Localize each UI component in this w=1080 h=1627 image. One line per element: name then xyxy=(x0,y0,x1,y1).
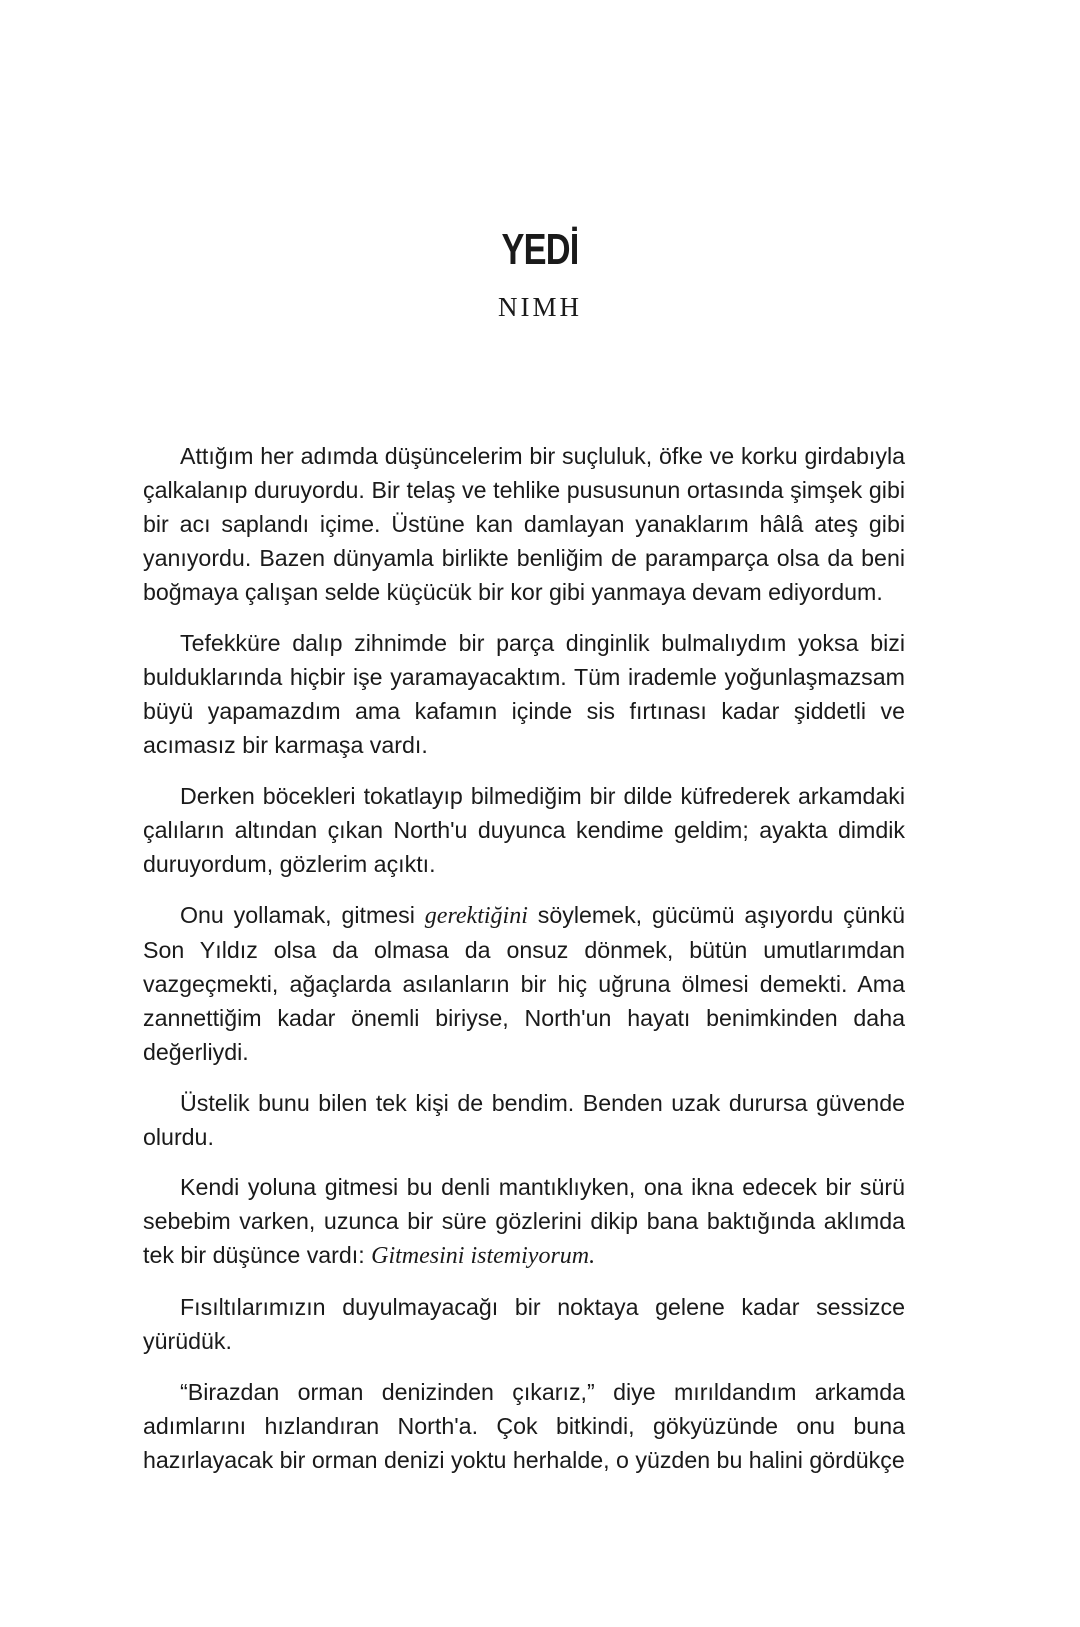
paragraph-1: Attığım her adımda düşüncelerim bir suçluluk, öfke ve korku girdabıyla çalkalanıp duruyordu. Bir telaş ve tehlike pususunun ortasında şimşek gibi bir acı saplandı içime. Üstüne kan damlayan yanaklarım hâlâ ateş gibi yanıyordu. Bazen dünyamla birlikte benliğim de paramparça olsa da beni boğmaya çalışan selde küçücük bir kor gibi yanmaya devam ediyordum. xyxy=(143,443,905,606)
paragraph-4-before: Onu yollamak, gitmesi xyxy=(180,901,425,928)
paragraph-4 xyxy=(143,898,905,1069)
emphasis-gerektigini: gerektiğini xyxy=(424,902,528,929)
paragraph-8: “Birazdan orman denizinden çıkarız,” diye mırıldandım arkamda adımlarını hızlandıran North'a. Çok bitkindi, gökyüzünde onu buna hazırlayacak bir orman denizi yoktu herhalde, o yüzden bu halini gördükçe xyxy=(143,1378,905,1473)
paragraph-6 xyxy=(143,1170,905,1273)
paragraph-3: Derken böcekleri tokatlayıp bilmediğim bir dilde küfrederek arkamdaki çalıların altından çıkan North'u duyunca kendime geldim; ayakta dimdik duruyordum, gözlerim açıktı. xyxy=(143,782,905,878)
paragraph-5: Üstelik bunu bilen tek kişi de bendim. Benden uzak durursa güvende olurdu. xyxy=(143,1089,905,1150)
paragraph-6-before: Kendi yoluna gitmesi bu denli mantıklıyken, ona ikna edecek bir sürü sebebim varken, uzunca bir süre gözlerini dikip bana baktığında aklımda tek bir düşünce vardı: xyxy=(143,1174,905,1269)
emphasis-gitmesini-istemiyorum: Gitmesini istemiyorum. xyxy=(371,1243,596,1270)
chapter-title: YEDİ xyxy=(501,225,579,274)
paragraph-7: Fısıltılarımızın duyulmayacağı bir noktaya gelene kadar sessizce yürüdük. xyxy=(143,1294,905,1355)
paragraph-2: Tefekküre dalıp zihnimde bir parça dinginlik bulmalıydım yoksa bizi bulduklarında hiçbir işe yaramayacaktım. Tüm irademle yoğunlaşmazsam büyü yapamazdım ama kafamın içinde sis fırtınası kadar şiddetli ve acımasız bir karmaşa vardı. xyxy=(143,629,905,759)
body-text xyxy=(143,439,905,1494)
paragraph-4-after: söylemek, gücümü aşıyordu çünkü Son Yıldız olsa da olmasa da onsuz dönmek, bütün umutlarımdan vazgeçmekti, ağaçlarda asılanların bir hiç uğruna ölmesi demekti. Ama zannettiğim kadar önemli biriyse, North'un hayatı benimkinden daha değerliydi. xyxy=(143,901,905,1065)
chapter-subtitle: NIMH xyxy=(498,292,582,322)
